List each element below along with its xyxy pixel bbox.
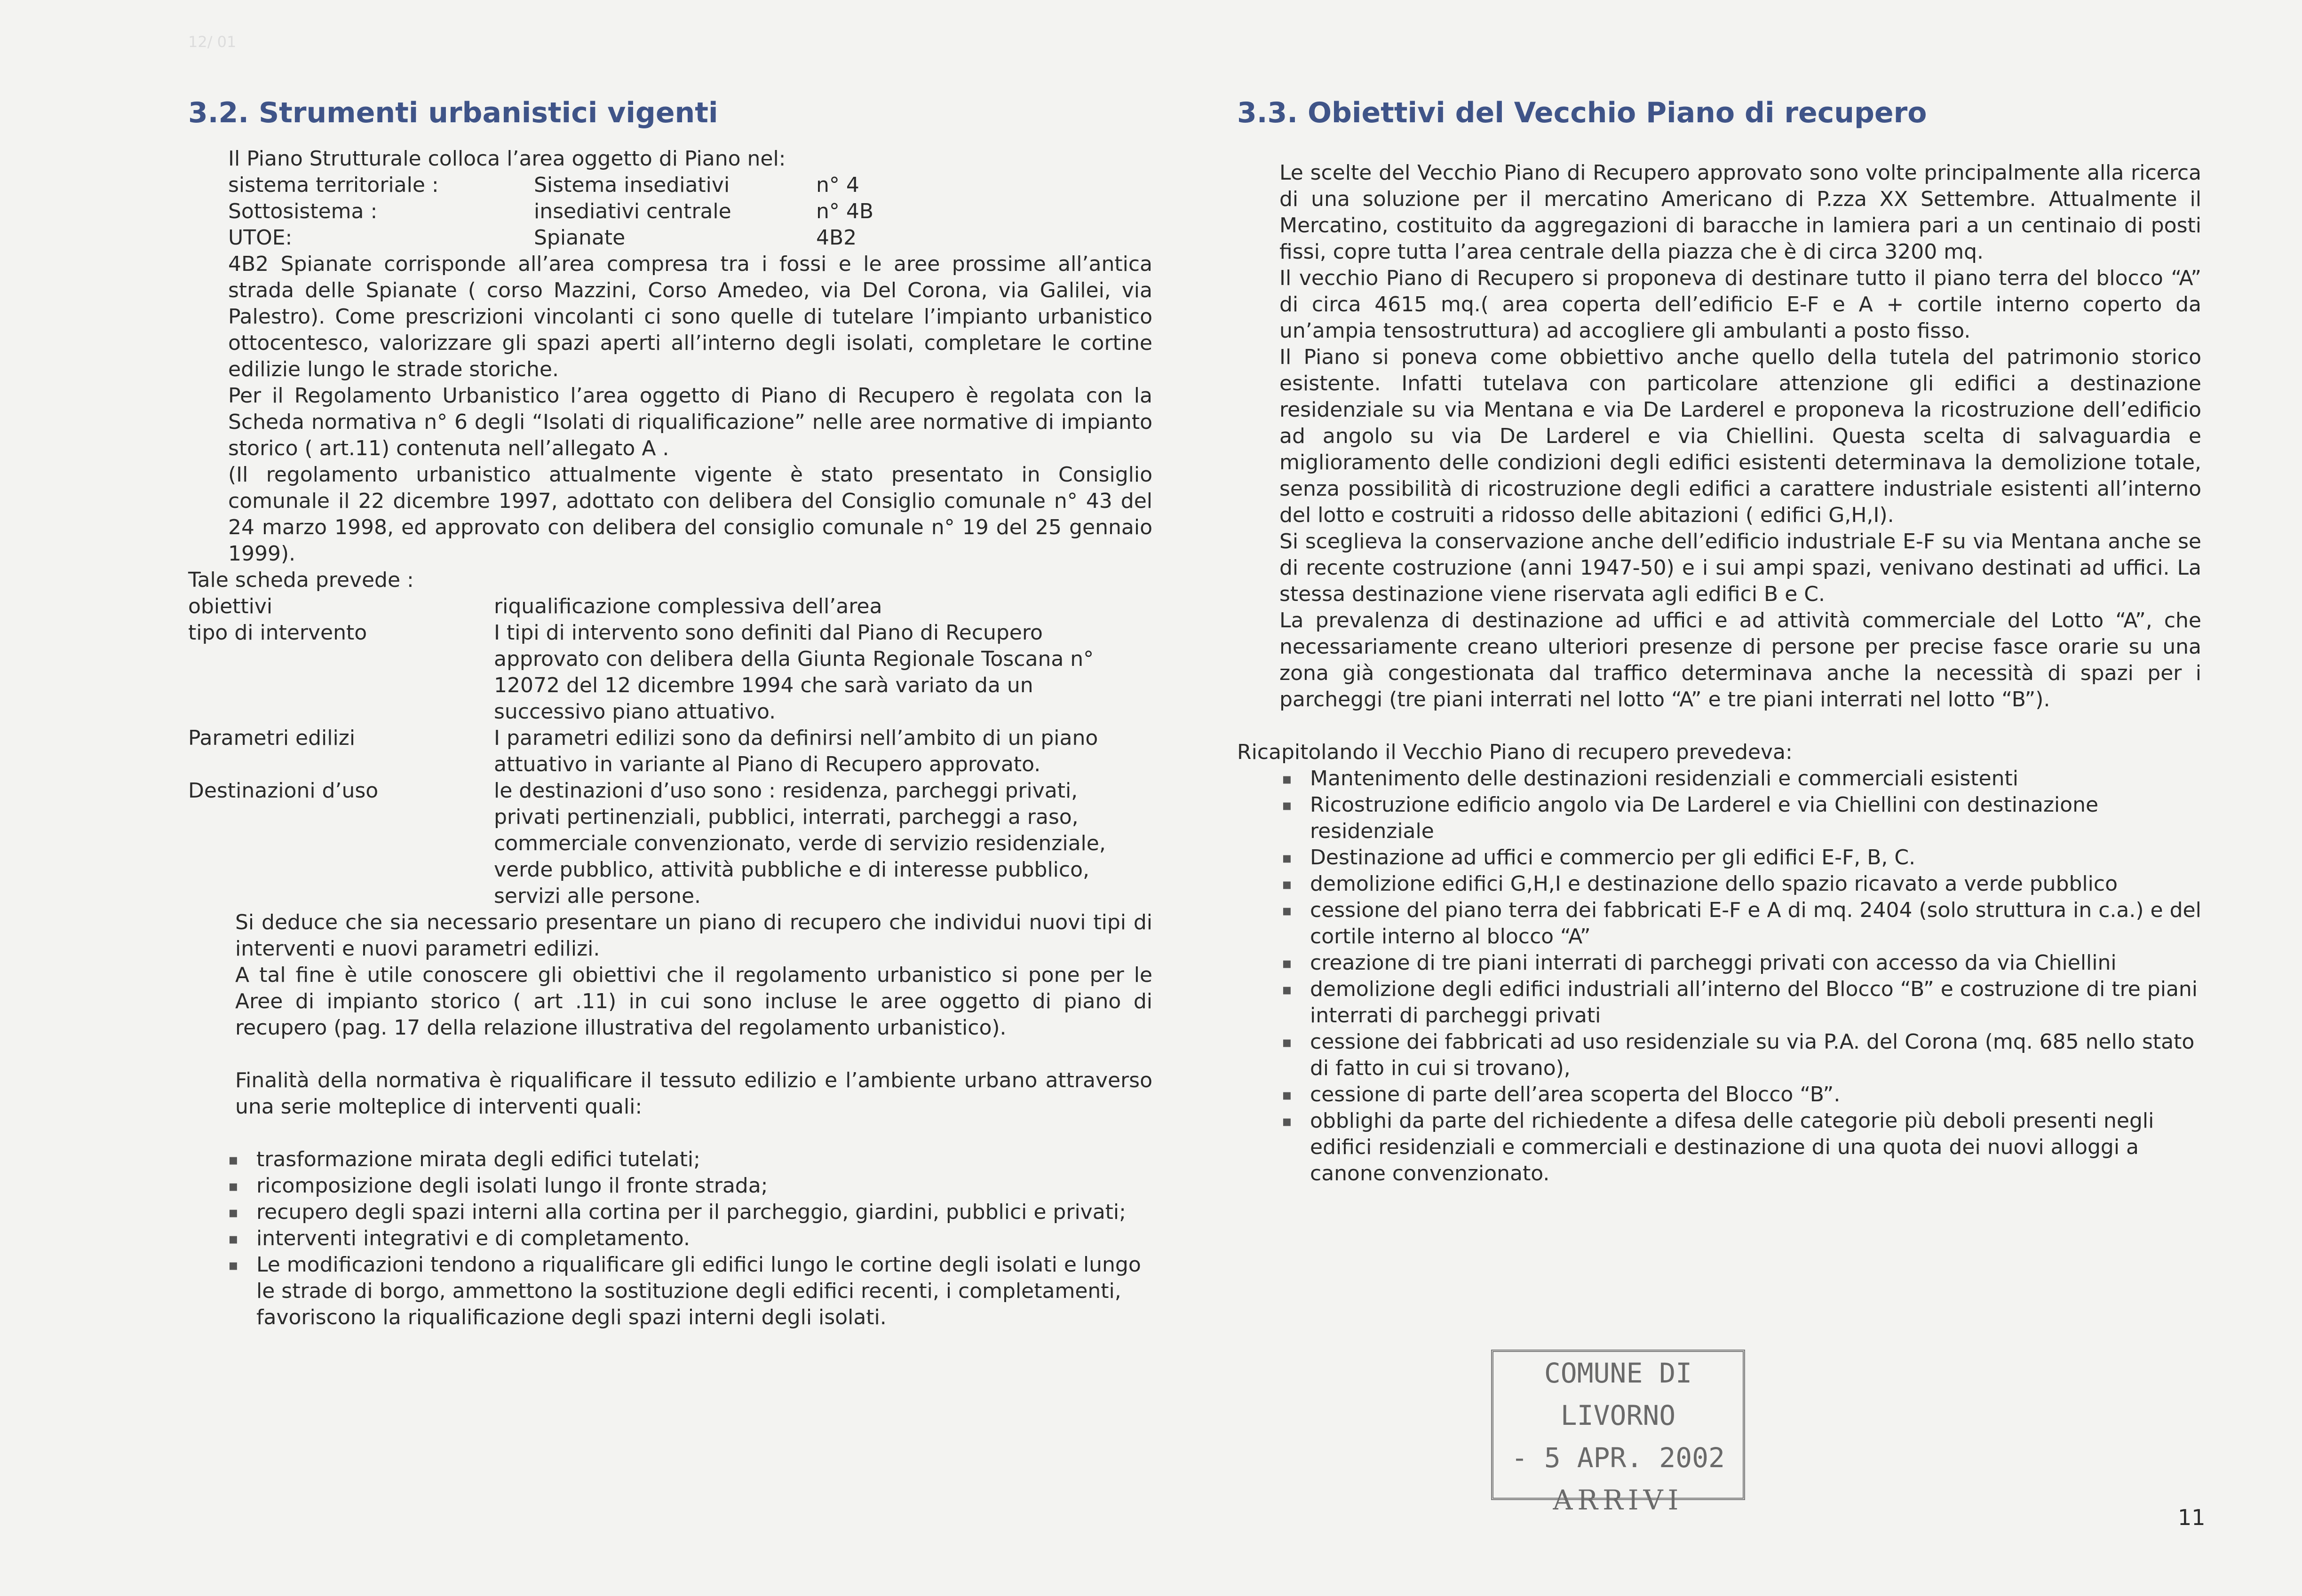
paragraph: Il vecchio Piano di Recupero si proponeva di destinare tutto il piano terra del blocco “A” di circa 4615 mq.( area coperta dell’edificio E-F e A + cortile interno coperto da un’ampia tensostruttura) ad accogliere gli ambulanti a posto fisso. bbox=[1279, 266, 2201, 343]
scheda-key: obiettivi bbox=[188, 594, 273, 618]
list-item: ▪ recupero degli spazi interni alla cortina per il parcheggio, giardini, pubblici e privati; bbox=[228, 1199, 1152, 1225]
scheda-table bbox=[188, 593, 1152, 909]
paragraph: Il Piano si poneva come obbiettivo anche quello della tutela del patrimonio storico esistente. Infatti tutelava con particolare attenzione gli edifici a destinazione residenziale su via Mentana e via De Larderel e proponeva la ricostruzione dell’edificio ad angolo su via De Larderel e via Chiellini. Questa scelta di salvaguardia e miglioramento delle condizioni degli edifici esistenti determinava la demolizione totale, senza possibilità di ricostruzione degli edifici a carattere industriale esistenti all’interno del lotto e costruiti a ridosso delle abitazioni ( edifici G,H,I). bbox=[1279, 345, 2201, 527]
recap-list bbox=[1282, 766, 2201, 1187]
stamp-date: - 5 APR. 2002 bbox=[1511, 1442, 1725, 1474]
scheda-key: Parametri edilizi bbox=[188, 726, 356, 750]
intro-text: Il Piano Strutturale colloca l’area oggetto di Piano nel: bbox=[228, 147, 786, 171]
list-item: ▪ Mantenimento delle destinazioni residenziali e commerciali esistenti bbox=[1282, 766, 2201, 792]
paragraph: 4B2 Spianate corrisponde all’area compresa tra i fossi e le aree prossime all’antica strada delle Spianate ( corso Mazzini, Corso Amedeo, via Del Corona, via Galilei, via Palestro). Come prescrizioni vincolanti ci sono quelle di tutelare l’impianto urbanistico ottocentesco, valorizzare gli spazi aperti all’interno degli isolati, completare le cortine edilizie lungo le strade storiche. bbox=[228, 252, 1152, 381]
classif-key: Sottosistema : bbox=[228, 199, 378, 223]
paragraph: Si sceglieva la conservazione anche dell’edificio industriale E-F su via Mentana anche se di recente costruzione (anni 1947-50) e i sui ampi spazi, venivano destinati ad uffici. La stessa destinazione viene riservata agli edifici B e C. bbox=[1279, 529, 2201, 606]
list-item: ▪ demolizione edifici G,H,I e destinazione dello spazio ricavato a verde pubblico bbox=[1282, 871, 2201, 897]
scheda-heading: Tale scheda prevede : bbox=[188, 568, 414, 592]
classif-key: sistema territoriale : bbox=[228, 173, 439, 197]
paragraph: Per il Regolamento Urbanistico l’area oggetto di Piano di Recupero è regolata con la Scheda normativa n° 6 degli “Isolati di riqualificazione” nelle aree normative di impianto storico ( art.11) contenuta nell’allegato A . bbox=[228, 384, 1152, 460]
list-item: ▪ ricomposizione degli isolati lungo il fronte strada; bbox=[228, 1173, 1152, 1199]
paragraph: Si deduce che sia necessario presentare un piano di recupero che individui nuovi tipi di interventi e nuovi parametri edilizi. bbox=[235, 910, 1152, 961]
list-item: ▪ cessione dei fabbricati ad uso residenziale su via P.A. del Corona (mq. 685 nello stato di fatto in cui si trovano), bbox=[1282, 1029, 2201, 1082]
classif-value: Sistema insediativi bbox=[534, 173, 730, 197]
scheda-value: le destinazioni d’uso sono : residenza, parcheggi privati, privati pertinenziali, pubblici, interrati, parcheggi a raso, commerciale convenzionato, verde di servizio residenziale, verde pubblico, attività pubbliche e di interesse pubblico, servizi alle persone. bbox=[494, 779, 1106, 908]
paragraph: Le scelte del Vecchio Piano di Recupero approvato sono volte principalmente alla ricerca di una soluzione per il mercatino Americano di P.zza XX Settembre. Attualmente il Mercatino, costituito da aggregazioni di baracche in lamiera pari a un centinaio di posti fissi, copre tutta l’area centrale della piazza che è di circa 3200 mq. bbox=[1279, 161, 2201, 264]
scheda-value: I tipi di intervento sono definiti dal Piano di Recupero approvato con delibera della Giunta Regionale Toscana n° 12072 del 12 dicembre 1994 che sarà variato da un successivo piano attuativo. bbox=[494, 621, 1094, 724]
finalita-list bbox=[228, 1146, 1152, 1331]
right-column bbox=[1237, 94, 2201, 1187]
recap-heading: Ricapitolando il Vecchio Piano di recupero prevedeva: bbox=[1237, 740, 1793, 764]
classif-number: n° 4B bbox=[816, 199, 874, 223]
list-item: ▪ interventi integrativi e di completamento. bbox=[228, 1225, 1152, 1252]
list-item: ▪ demolizione degli edifici industriali all’interno del Blocco “B” e costruzione di tre piani interrati di parcheggi privati bbox=[1282, 976, 2201, 1029]
list-item: ▪ creazione di tre piani interrati di parcheggi privati con accesso da via Chiellini bbox=[1282, 950, 2201, 976]
classification-table bbox=[228, 172, 1152, 251]
paragraph: A tal fine è utile conoscere gli obiettivi che il regolamento urbanistico si pone per le Aree di impianto storico ( art .11) in cui sono incluse le aree oggetto di piano di recupero (pag. 17 della relazione illustrativa del regolamento urbanistico). bbox=[235, 963, 1152, 1040]
list-item: ▪ Destinazione ad uffici e commercio per gli edifici E-F, B, C. bbox=[1282, 845, 2201, 871]
section-title-3-2: 3.2. Strumenti urbanistici vigenti bbox=[188, 96, 718, 129]
list-item: ▪ cessione del piano terra dei fabbricati E-F e A di mq. 2404 (solo struttura in c.a.) e del cortile interno al blocco “A” bbox=[1282, 897, 2201, 950]
scheda-value: riqualificazione complessiva dell’area bbox=[494, 594, 882, 618]
stamp-line: COMUNE DI LIVORNO bbox=[1544, 1357, 1692, 1431]
arrival-stamp bbox=[1491, 1350, 1745, 1516]
scheda-key: tipo di intervento bbox=[188, 621, 367, 645]
page-number: 11 bbox=[2178, 1505, 2206, 1530]
left-column bbox=[188, 94, 1152, 1331]
classif-number: n° 4 bbox=[816, 173, 859, 197]
classif-number: 4B2 bbox=[816, 226, 857, 250]
list-item: ▪ Ricostruzione edificio angolo via De Larderel e via Chiellini con destinazione residenziale bbox=[1282, 792, 2201, 845]
scheda-key: Destinazioni d’uso bbox=[188, 779, 379, 803]
scheda-value: I parametri edilizi sono da definirsi nell’ambito di un piano attuativo in variante al Piano di Recupero approvato. bbox=[494, 726, 1098, 776]
list-item: ▪ cessione di parte dell’area scoperta del Blocco “B”. bbox=[1282, 1082, 2201, 1108]
paragraph: La prevalenza di destinazione ad uffici e ad attività commerciale del Lotto “A”, che necessariamente creano ulteriori presenze di persone per precise fasce orarie su una zona già congestionata dal traffico determinava anche la necessità di spazi per i parcheggi (tre piani interrati nel lotto “A” e tre piani interrati nel lotto “B”). bbox=[1279, 608, 2201, 711]
header-left: 12/ 01 bbox=[188, 33, 237, 51]
stamp-line: ARRIVI bbox=[1553, 1484, 1683, 1516]
classif-value: insediativi centrale bbox=[534, 199, 731, 223]
list-item: ▪ obblighi da parte del richiedente a difesa delle categorie più deboli presenti negli edifici residenziali e commerciali e destinazione di una quota dei nuovi alloggi a canone convenzionato. bbox=[1282, 1108, 2201, 1187]
paragraph: (Il regolamento urbanistico attualmente vigente è stato presentato in Consiglio comunale il 22 dicembre 1997, adottato con delibera del Consiglio comunale n° 43 del 24 marzo 1998, ed approvato con delibera del consiglio comunale n° 19 del 25 gennaio 1999). bbox=[228, 463, 1152, 566]
paragraph: Finalità della normativa è riqualificare il tessuto edilizio e l’ambiente urbano attraverso una serie molteplice di interventi quali: bbox=[235, 1068, 1152, 1119]
classif-key: UTOE: bbox=[228, 226, 293, 250]
classif-value: Spianate bbox=[534, 226, 626, 250]
list-item: ▪ Le modificazioni tendono a riqualificare gli edifici lungo le cortine degli isolati e lungo le strade di borgo, ammettono la sostituzione degli edifici recenti, i completamenti, favoriscono la riqualificazione degli spazi interni degli isolati. bbox=[228, 1252, 1152, 1331]
section-title-3-3: 3.3. Obiettivi del Vecchio Piano di recupero bbox=[1237, 96, 1927, 129]
list-item: ▪ trasformazione mirata degli edifici tutelati; bbox=[228, 1146, 1152, 1173]
